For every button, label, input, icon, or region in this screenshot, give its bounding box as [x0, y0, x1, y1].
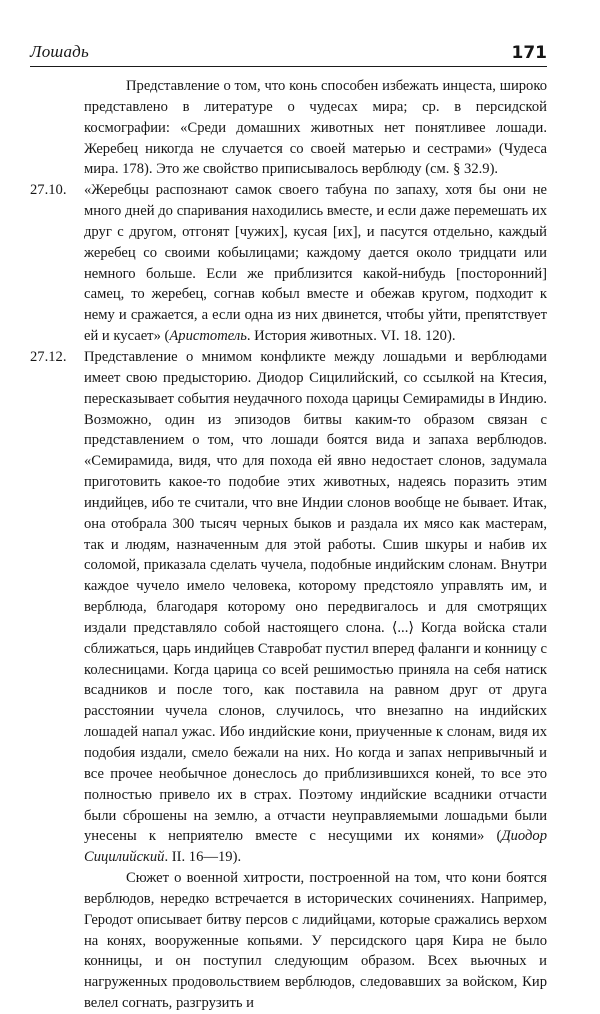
citation-author: Аристотель	[169, 328, 247, 345]
running-title: Лошадь	[30, 42, 89, 61]
citation-author: Диодор Сицилийский	[84, 828, 547, 866]
page-body	[30, 76, 547, 1014]
entry-body: Представление о мнимом конфликте между лошадьми и верблюдами имеет свою предысторию. Диодор Сицилийский, со ссылкой на Ктесия, пересказывает события неудачного похода царицы Семирамиды в Индию. Возможно, один из эпизодов битвы каким-то образом связан с представлением о том, что лошади боятся вида и запаха верблюдов. «Семирамида, видя, что для похода ей явно недостает слонов, задумала приготовить какое-то подобие этих животных, надеясь поразить этим индийцев, ибо те считали, что вне Индии слонов вообще не бывает. Итак, она отобрала 300 тысяч черных быков и раздала их мясо как мастерам, так и людям, назначенным для этой работы. Сшив шкуры и набив их соломой, приказала сделать чучела, подобные индийским слонам. Внутри каждое чучело имело человека, которому предстояло управлять им, и верблюда, благодаря которому оно передвигалось и для смотрящих издали представляло собой настоящего слона. ⟨...⟩ Когда войска стали сближаться, царь индийцев Ставробат пустил вперед фаланги и конницу с колесницами. Когда царица со всей решимостью приняла на себя натиск всадников и после того, как поставила на равном друг от друга расстоянии чучела слонов, случилось, что внезапно на индийских лошадей напал ужас. Ибо индийские кони, приученные к слонам, видя их подобия издали, смело бежали на них. Но когда и запах непривычный и все прочее необычное донеслось до приблизившихся коней, то все это полностью привело их в страх. Поэтому индийские всадники отчасти были сброшены на землю, а отчасти неуправляемыми лошадьми были унесены к неприятелю вместе с несущими их конями» (	[84, 348, 547, 845]
citation-source: . История животных. VI. 18. 120).	[246, 328, 456, 345]
entry-text	[84, 347, 547, 868]
entry-text	[84, 180, 547, 347]
paragraph-closing: Сюжет о военной хитрости, построенной на том, что кони боятся верблюдов, нередко встречается в исторических сочинениях. Например, Геродот описывает битву персов с лидийцами, которые сражались верхом на конях, вооруженные копьями. У персидского царя Кира не было конницы, и он поступил следующим образом. Всех вьючных и нагруженных продовольствием верблюдов, следовавших за войском, Кир велел согнать, разгрузить и	[84, 870, 547, 1012]
citation-source: . II. 16—19).	[164, 849, 242, 866]
paragraph-intro: Представление о том, что конь способен избежать инцеста, широко представлено в литературе о чудесах мира; ср. в персидской космографии: «Среди домашних животных нет понятливее лошади. Жеребец никогда не случается со своей матерью и сестрами» (Чудеса мира. 178). Это же свойство приписывалось верблюду (см. § 32.9).	[84, 78, 547, 178]
running-header	[30, 42, 547, 67]
entry-27-10	[30, 180, 547, 347]
entry-number: 27.10.	[30, 182, 67, 199]
page-number: 171	[511, 43, 547, 63]
entry-body: «Жеребцы распознают самок своего табуна по запаху, хотя бы они не много дней до спаривания находились вместе, и если даже перемешать их друг с другом, отгонят [чужих], кусая [их], и пасутся отдельно, каждый жеребец со своими кобылицами; каждому дается около тридцати или немного больше. Если же приблизится какой-нибудь [посторонний] самец, то жеребец, согнав кобыл вместе и обежав кругом, подходит к нему и сражается, а если одна из них двинется, чтобы уйти, препятствует ей и кусает» (	[84, 182, 547, 345]
entry-number: 27.12.	[30, 348, 67, 365]
entry-27-12	[30, 347, 547, 868]
